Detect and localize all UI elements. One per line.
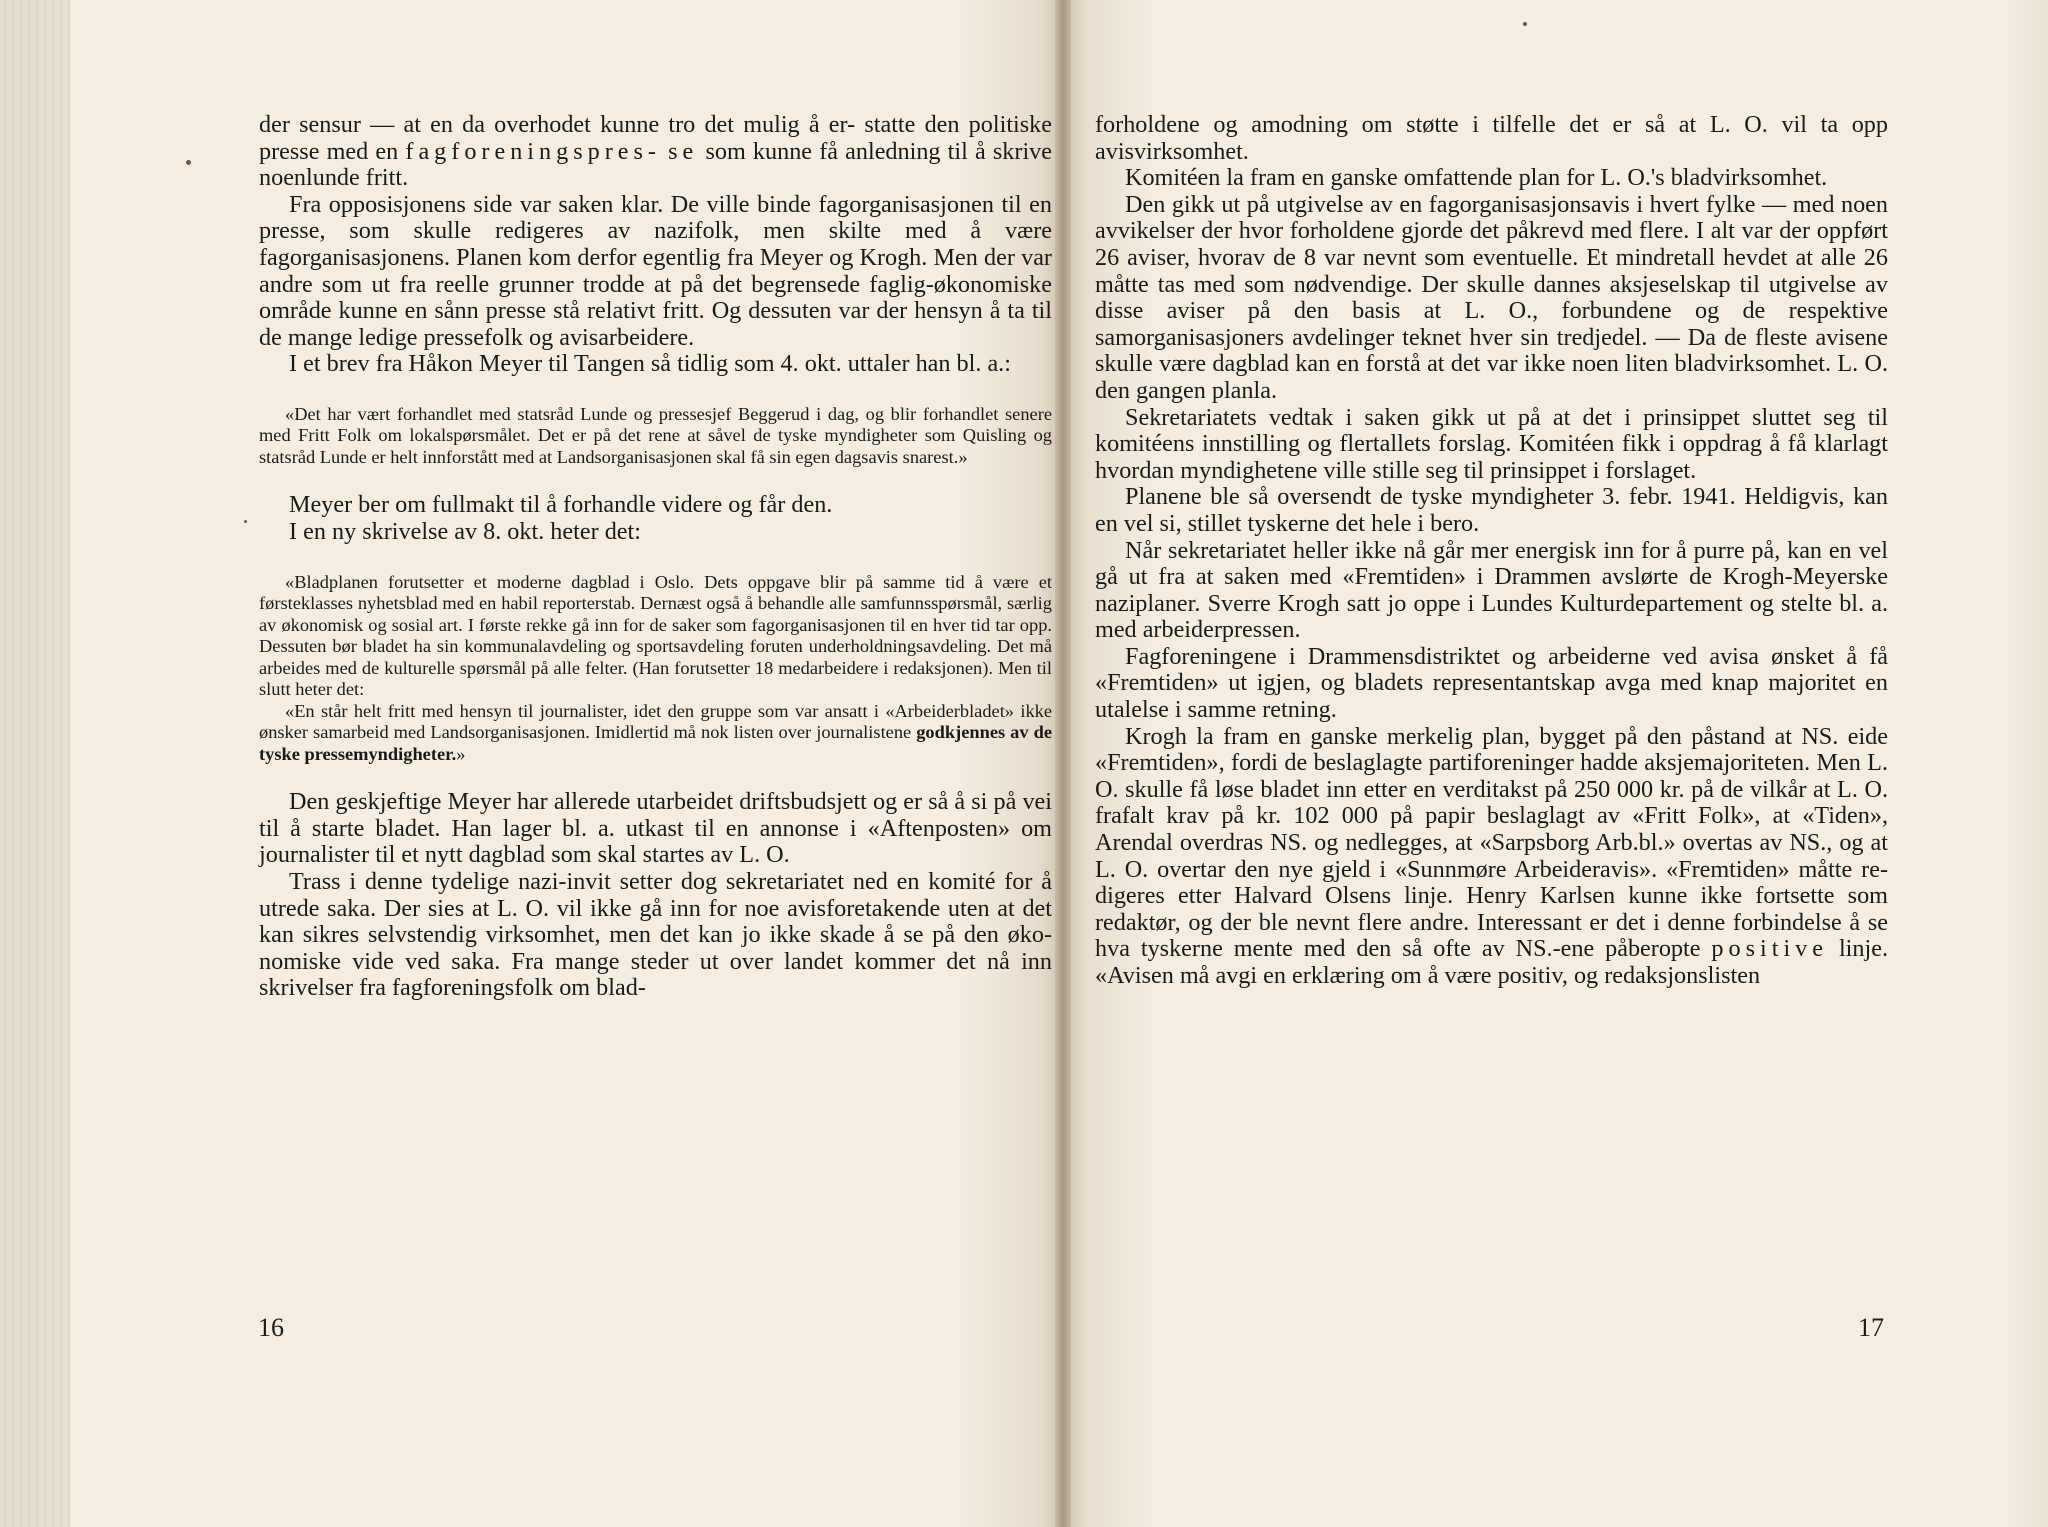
paragraph: Den gikk ut på utgivelse av en fagorganisasjonsavis i hvert fylke — med noen avvikelser der hvor forholdene gjorde det påkrevd med flere. I alt var der oppført 26 aviser, hvorav de 8 var nevnt som eventuelle. Et mindretall hevdet at alle 26 måtte tas med som nødvendige. Der skulle dannes aksjeselskap til utgivelse av disse aviser på den basis at L. O., forbundene og de respektive samorganisasjoners avdelinger teknet hver sin tredjedel. — Da de fleste avisene skulle være dagblad kan en forstå at det var ikke noen liten bladvirksomhet. L. O. den gangen planla. (1095, 190, 1888, 404)
paragraph (1095, 724, 1888, 990)
text-span: «En står helt fritt med hensyn til journalister, idet den gruppe som var ansatt i «Arbeiderbladet» ikke ønsker samarbeid med Landsorganisasjonen. Imidlertid må nok listen over journalistene (259, 700, 1052, 743)
text-span: » (456, 743, 466, 764)
block-quote (259, 572, 1052, 766)
spaced-text: positive (1711, 935, 1829, 963)
speck (186, 160, 191, 165)
block-quote (259, 404, 1052, 469)
paragraph: Komitéen la fram en ganske omfattende plan for L. O.'s bladvirksomhet. (1125, 164, 1828, 192)
paragraph: forholdene og amodning om støtte i tilfelle det er så at L. O. vil ta opp avisvirksomhet. (1095, 111, 1888, 165)
spaced-text: se (668, 137, 699, 165)
paragraph: Sekretariatets vedtak i saken gikk ut på at det i prinsippet sluttet seg til komitéens innstilling og flertallets forslag. Komitéen fikk i oppdrag å få klarlagt hvordan myndighetene ville stille seg til prinsippet i forslaget. (1095, 403, 1888, 484)
text-span: der sensur — at en da overhodet kunne tro det mulig å er- (259, 111, 856, 138)
page-edges (0, 0, 70, 1527)
paragraph: Fra opposisjonens side var saken klar. De ville binde fagorganisasjonen til en presse, som skulle redigeres av nazifolk, men skilte med å være fagorganisasjonens. Planen kom derfor egentlig fra Meyer og Krogh. Men der var andre som ut fra reelle grunner trodde at på det begrensede faglig-økonomiske område kunne en sånn presse stå relativt fritt. Og dessuten var der hensyn å ta til de mange ledige pressefolk og avisarbeidere. (259, 190, 1052, 351)
speck (1523, 22, 1527, 26)
text-span: linje. «Avisen må avgi en erklæring om å være positiv, og redaksjonslisten (1095, 935, 1888, 989)
quote-paragraph: «Bladplanen forutsetter et moderne dagblad i Oslo. Dets oppgave blir på samme tid å være et førsteklasses nyhetsblad med en habil reporterstab. Dernæst også å behandle alle samfunnsspørsmål, særlig av økonomisk og sosial art. I første rekke gå inn for de saker som fagorganisasjonen til en hver tid tar opp. Dessuten bør bladet ha sin kommunalavdeling og sportsavdeling foruten underholdningsavdeling. Det må arbeides med de kulturelle spørsmål på alle felter. (Han forutsetter 18 medarbeidere i redaksjonen). Men til slutt heter det: (259, 571, 1052, 700)
left-text-column (259, 112, 1052, 1002)
right-text-column (1095, 112, 1888, 990)
bold-text: godkjennes av de tyske pressemyndigheter. (259, 722, 1052, 764)
quote-paragraph: «Det har vært forhandlet med statsråd Lunde og pressesjef Beggerud i dag, og blir forhandlet senere med Fritt Folk om lokalspørsmålet. Det er på det rene at såvel de tyske myndigheter som Quisling og statsråd Lunde er helt innforstått med at Landsorganisasjonen skal få sin egen dagsavis snarest.» (259, 403, 1052, 467)
paragraph (259, 112, 1052, 192)
right-page (1063, 0, 2048, 1527)
paragraph: I en ny skrivelse av 8. okt. heter det: (289, 518, 641, 546)
book-gutter (1055, 0, 1071, 1527)
paragraph: Meyer ber om fullmakt til å forhandle videre og får den. (289, 491, 833, 519)
quote-paragraph (259, 701, 1052, 766)
text-span: statte den politiske presse med en (259, 111, 1052, 165)
paragraph: Når sekretariatet heller ikke nå går mer energisk inn for å purre på, kan en vel gå ut fra at saken med «Fremtiden» i Drammen avslørte de Krogh-Meyerske naziplaner. Sverre Krogh satt jo oppe i Lundes Kulturdepartement og stelte bl. a. med arbeiderpressen. (1095, 536, 1888, 644)
paragraph: I et brev fra Håkon Meyer til Tangen så tidlig som 4. okt. uttaler han bl. a.: (289, 350, 1011, 378)
paragraph: Planene ble så oversendt de tyske myndigheter 3. febr. 1941. Heldigvis, kan en vel si, stillet tyskerne det hele i bero. (1095, 483, 1888, 537)
paragraph: Trass i denne tydelige nazi-invit setter dog sekretariatet ned en komité for å utrede saka. Der sies at L. O. vil ikke gå inn for noe avisforetakende uten at det kan sikres selvstendig virksomhet, men det kan jo ikke skade å se på den økonomiske vide ved saka. Fra mange steder ut over landet kommer det nå inn skrivelser fra fagforeningsfolk om blad- (259, 867, 1052, 1002)
text-span: Krogh la fram en ganske merkelig plan, bygget på den påstand at NS. eide «Fremtiden», fordi de beslaglagte partiforeninger hadde aksjemajoriteten. Men L. O. skulle få løse bladet inn etter en verditakst på 250 000 kr. på de vilkår at L. O. frafalt krav på kr. 102 000 på papir beslaglagt av «Fritt Folk», at «Tiden», Arendal overdras NS. og nedlegges, at «Sarpsborg Arb.bl.» overtas av NS., og at L. O. overtar den nye gjeld i «Sunnmøre Arbeideravis». «Fremtiden» måtte redigeres etter Halvard Olsens linje. Henry Karlsen kunne ikke fortsette som redaktør, og der ble nevnt flere andre. Interessant er det i denne forbindelse å se hva tyskerne mente med den så ofte av NS.-ene påberopte (1095, 722, 1888, 963)
page-number-left: 16 (258, 1313, 284, 1342)
paragraph: Den geskjeftige Meyer har allerede utarbeidet driftsbudsjett og er så å si på vei til å starte bladet. Han lager bl. a. utkast til en annonse i «Aftenposten» om journalister til et nytt dagblad som skal startes av L. O. (259, 788, 1052, 869)
paragraph: Fagforeningene i Drammensdistriktet og arbeiderne ved avisa ønsket å få «Fremtiden» ut igjen, og bladets representantskap avga med knap majoritet en utalelse i samme retning. (1095, 642, 1888, 724)
speck (244, 520, 247, 523)
page-number-right: 17 (1858, 1313, 1884, 1342)
text-span: som kunne få anledning til å skrive noenlunde fritt. (259, 137, 1052, 192)
spaced-text: fagforeningspres- (405, 137, 661, 165)
